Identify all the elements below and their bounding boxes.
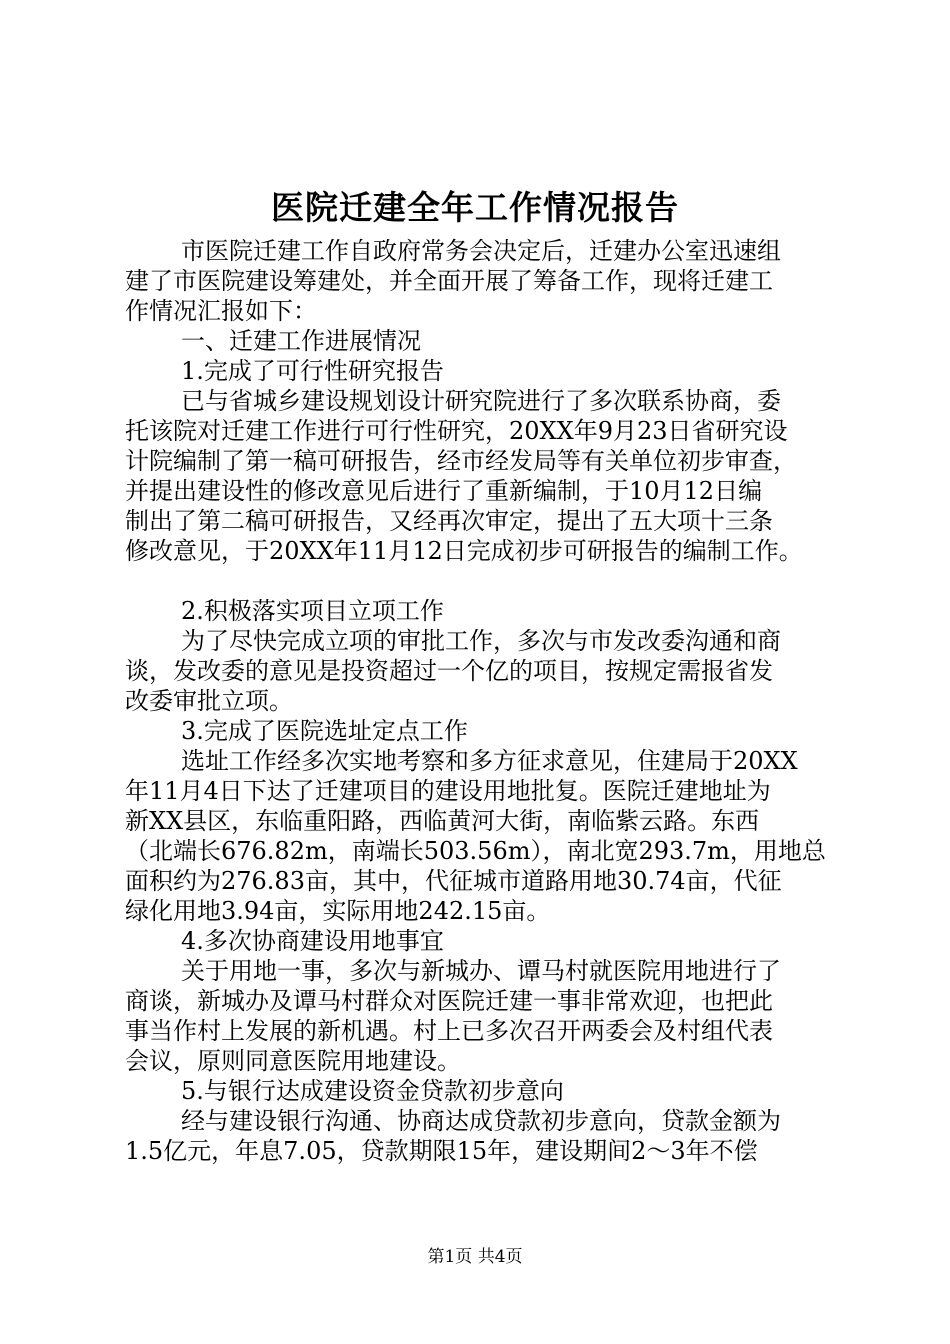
- text-line: 关于用地一事，多次与新城办、谭马村就医院用地进行了: [181, 957, 781, 985]
- text-line: 一、迁建工作进展情况: [181, 327, 421, 355]
- text-line: 经与建设银行沟通、协商达成贷款初步意向，贷款金额为: [181, 1107, 781, 1135]
- text-line: 会议，原则同意医院用地建设。: [125, 1047, 461, 1075]
- blank-line: [125, 566, 835, 596]
- text-line: 谈，发改委的意见是投资超过一个亿的项目，按规定需报省发: [125, 657, 773, 685]
- text-line: 制出了第二稿可研报告，又经再次审定，提出了五大项十三条: [125, 507, 773, 535]
- text-line: 为了尽快完成立项的审批工作，多次与市发改委沟通和商: [181, 627, 781, 655]
- text-line: 2.积极落实项目立项工作: [181, 597, 444, 625]
- text-line: 4.多次协商建设用地事宜: [181, 927, 444, 955]
- text-line: 年11月4日下达了迁建项目的建设用地批复。医院迁建地址为: [125, 777, 771, 805]
- text-line: 新XX县区，东临重阳路，西临黄河大街，南临紫云路。东西: [125, 807, 760, 835]
- text-line: 商谈，新城办及谭马村群众对医院迁建一事非常欢迎，也把此: [125, 987, 773, 1015]
- text-line: 面积约为276.83亩，其中，代征城市道路用地30.74亩，代征: [125, 867, 782, 895]
- text-line: 修改意见，于20XX年11月12日完成初步可研报告的编制工作。: [125, 537, 803, 565]
- document-title: 医院迁建全年工作情况报告: [271, 188, 679, 227]
- text-line: 建了市医院建设筹建处，并全面开展了筹备工作，现将迁建工: [125, 267, 773, 295]
- text-line: 已与省城乡建设规划设计研究院进行了多次联系协商，委: [181, 387, 781, 415]
- text-line: 并提出建设性的修改意见后进行了重新编制，于10月12日编: [125, 477, 763, 505]
- document-body: [125, 236, 835, 1166]
- text-line: （北端长676.82m，南端长503.56m），南北宽293.7m，用地总: [125, 837, 826, 865]
- text-line: 1.完成了可行性研究报告: [181, 357, 444, 385]
- text-line: 1.5亿元，年息7.05，贷款期限15年，建设期间2～3年不偿: [125, 1137, 758, 1165]
- text-line: 3.完成了医院选址定点工作: [181, 717, 468, 745]
- page-footer: 第1页 共4页: [427, 1247, 523, 1267]
- text-line: 计院编制了第一稿可研报告，经市经发局等有关单位初步审查，: [125, 447, 797, 475]
- text-line: 托该院对迁建工作进行可行性研究，20XX年9月23日省研究设: [125, 417, 788, 445]
- text-line: 事当作村上发展的新机遇。村上已多次召开两委会及村组代表: [125, 1017, 773, 1045]
- text-line: 改委审批立项。: [125, 687, 293, 715]
- text-line: 作情况汇报如下：: [125, 297, 317, 325]
- text-line: 市医院迁建工作自政府常务会决定后，迁建办公室迅速组: [181, 237, 781, 265]
- text-line: 5.与银行达成建设资金贷款初步意向: [181, 1077, 564, 1105]
- text-line: 选址工作经多次实地考察和多方征求意见，住建局于20XX: [181, 747, 798, 775]
- text-line: 绿化用地3.94亩，实际用地242.15亩。: [125, 897, 551, 925]
